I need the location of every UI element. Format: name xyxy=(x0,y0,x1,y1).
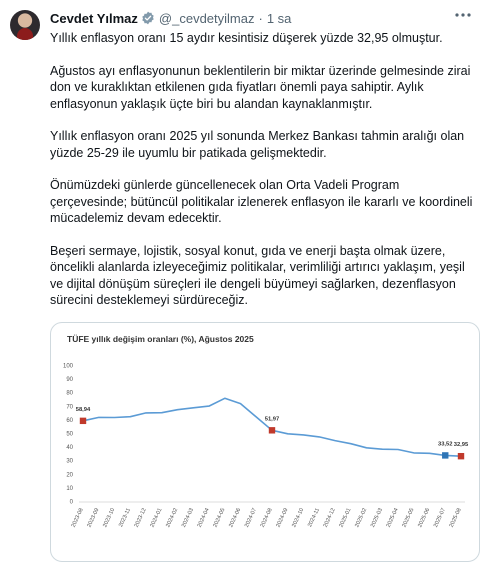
author-name[interactable]: Cevdet Yılmaz xyxy=(50,10,138,26)
y-tick-label: 20 xyxy=(66,472,73,479)
chart-title: TÜFE yıllık değişim oranları (%), Ağustos 2025 xyxy=(67,334,254,344)
verified-badge-icon xyxy=(141,11,155,25)
tweet-text xyxy=(50,30,478,325)
tweet-paragraph: Yıllık enflasyon oranı 15 aydır kesintisiz düşerek yüzde 32,95 olmuştur. xyxy=(50,31,443,45)
tweet-paragraph: Önümüzdeki günlerde güncellenecek olan Orta Vadeli Program çerçevesinde; bütüncül politikalar izlenerek enflasyon ile kararlı ve koordineli mücadelemiz devam edecektir. xyxy=(50,178,473,225)
x-tick-label: 2024-06 xyxy=(228,507,243,529)
x-tick-label: 2023-11 xyxy=(118,507,133,529)
x-tick-label: 2025-01 xyxy=(338,507,353,529)
x-tick-label: 2025-06 xyxy=(417,507,432,529)
y-tick-label: 10 xyxy=(66,485,73,492)
data-label: 33,52 xyxy=(437,441,453,448)
y-tick-label: 30 xyxy=(66,458,73,465)
x-tick-label: 2024-11 xyxy=(307,507,322,529)
x-tick-label: 2023-10 xyxy=(102,507,117,529)
x-tick-label: 2025-03 xyxy=(369,507,385,529)
data-point-marker xyxy=(269,427,275,433)
x-tick-label: 2023-12 xyxy=(133,507,148,529)
data-point-marker xyxy=(458,453,464,459)
x-tick-label: 2024-10 xyxy=(291,507,306,529)
x-tick-label: 2024-02 xyxy=(165,507,180,529)
y-tick-label: 50 xyxy=(66,431,73,438)
separator-dot: · xyxy=(258,10,263,26)
more-horizontal-icon[interactable] xyxy=(453,8,473,22)
x-tick-label: 2024-01 xyxy=(149,507,164,529)
tweet-paragraph: Ağustos ayı enflasyonunun beklentilerin bir miktar üzerinde gelmesinde zirai don ve kuraklıktan etkilenen gıda fiyatları önemli paya sahiptir. Aylık enflasyonun yaklaşık üçte biri bu alandan kaynaklanmıştır. xyxy=(50,63,471,111)
data-label: 32,95 xyxy=(453,442,469,449)
inflation-line-chart xyxy=(51,323,480,562)
chart-image[interactable] xyxy=(50,322,480,562)
x-tick-label: 2023-08 xyxy=(70,507,85,529)
post-time[interactable]: 1 sa xyxy=(266,10,292,26)
x-tick-label: 2024-05 xyxy=(212,507,227,529)
x-tick-label: 2024-07 xyxy=(243,507,259,529)
x-tick-label: 2025-07 xyxy=(432,507,448,529)
x-tick-label: 2024-12 xyxy=(322,507,337,529)
y-tick-label: 40 xyxy=(66,445,73,452)
avatar[interactable] xyxy=(10,10,40,40)
y-tick-label: 90 xyxy=(66,377,73,384)
x-tick-label: 2025-04 xyxy=(385,507,400,529)
y-tick-label: 100 xyxy=(62,363,73,370)
x-tick-label: 2024-08 xyxy=(259,507,274,529)
data-point-marker xyxy=(80,418,86,424)
tweet-header xyxy=(50,10,291,26)
x-tick-label: 2025-02 xyxy=(354,507,369,529)
x-tick-label: 2025-05 xyxy=(401,507,416,529)
y-tick-label: 0 xyxy=(69,499,73,506)
y-tick-label: 80 xyxy=(66,390,73,397)
data-label: 51,97 xyxy=(264,416,280,423)
x-tick-label: 2024-03 xyxy=(180,507,196,529)
data-label: 58,94 xyxy=(75,406,91,413)
tweet-paragraph: Beşeri sermaye, lojistik, sosyal konut, gıda ve enerji başta olmak üzere, öncelikli alanlarda izleyeceğimiz politikalar, verimliliği artırıcı yaklaşım, yeşil ve dijital dönüşüm süreçleri ile dengeli büyümeyi sağlarken, dezenflasyon sürecini desteklemeyi sürdüreceğiz. xyxy=(50,243,465,307)
x-tick-label: 2024-09 xyxy=(275,507,290,529)
author-handle[interactable]: @_cevdetyilmaz xyxy=(158,10,255,26)
x-tick-label: 2023-09 xyxy=(86,507,101,529)
x-tick-label: 2025-08 xyxy=(448,507,463,529)
data-point-marker xyxy=(442,452,448,458)
y-tick-label: 60 xyxy=(66,417,73,424)
y-tick-label: 70 xyxy=(66,404,73,411)
tweet-paragraph: Yıllık enflasyon oranı 2025 yıl sonunda Merkez Bankası tahmin aralığı olan yüzde 25-29 ile uyumlu bir patikada gelişmektedir. xyxy=(50,129,465,160)
x-tick-label: 2024-04 xyxy=(196,507,211,529)
